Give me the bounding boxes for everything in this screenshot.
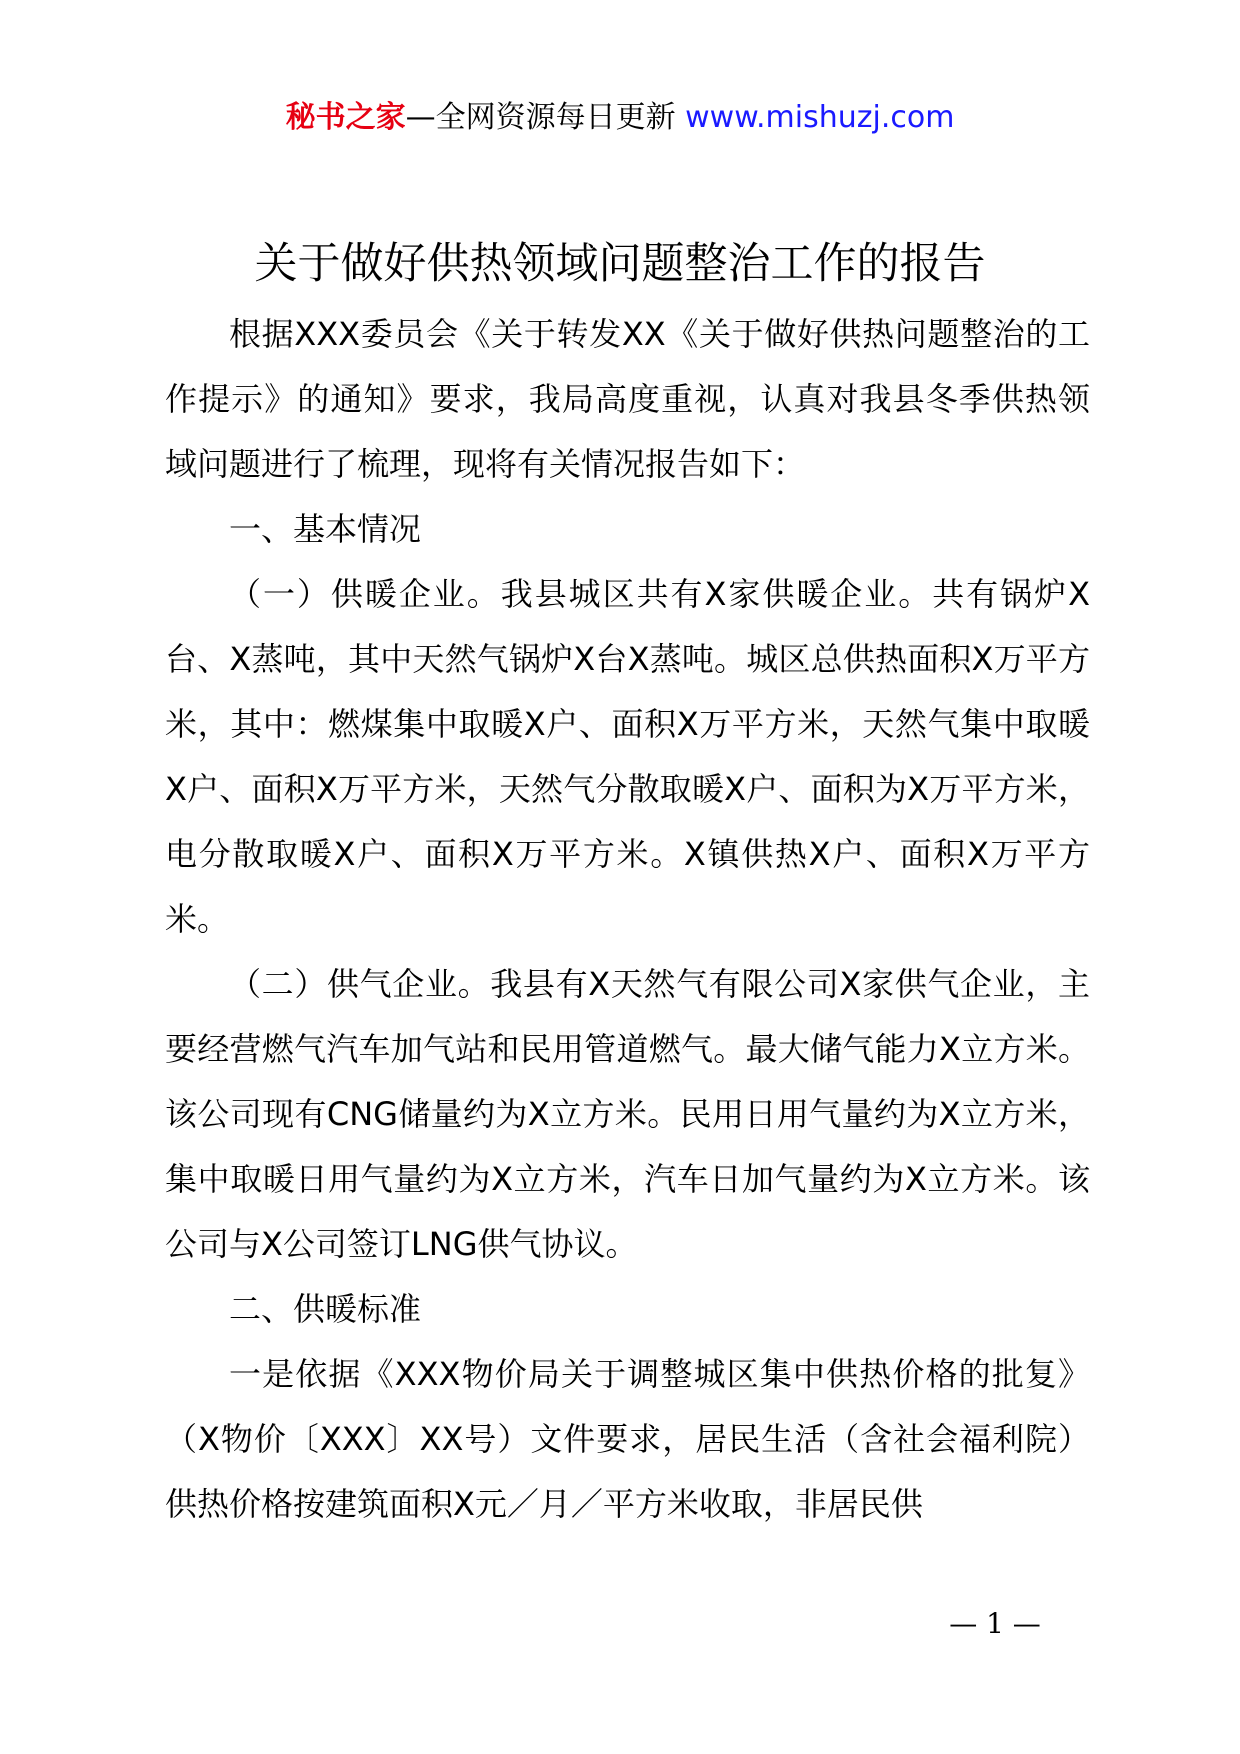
site-banner — [0, 98, 1240, 138]
brand-name: 秘书之家 — [285, 100, 406, 135]
paragraph-heating-enterprises: （一）供暖企业。我县城区共有X家供暖企业。共有锅炉X台、X蒸吨，其中天然气锅炉X台X蒸吨。城区总供热面积X万平方米，其中：燃煤集中取暖X户、面积X万平方米，天然气集中取暖X户、面积X万平方米，天然气分散取暖X户、面积为X万平方米，电分散取暖X户、面积X万平方米。X镇供热X户、面积X万平方米。 — [165, 575, 1090, 938]
section-heading-heating-standard: 二、供暖标准 — [229, 1290, 422, 1328]
section-heading-basic-situation: 一、基本情况 — [229, 510, 422, 548]
paragraph-heating-price: 一是依据《XXX物价局关于调整城区集中供热价格的批复》（X物价〔XXX〕XX号）文件要求，居民生活（含社会福利院）供热价格按建筑面积X元／月／平方米收取，非居民供 — [165, 1355, 1090, 1523]
banner-tagline: —全网资源每日更新 — [405, 100, 686, 135]
document-body — [165, 302, 1090, 1537]
site-url-link[interactable]: www.mishuzj.com — [685, 100, 955, 135]
paragraph-gas-enterprises: （二）供气企业。我县有X天然气有限公司X家供气企业，主要经营燃气汽车加气站和民用管道燃气。最大储气能力X立方米。该公司现有CNG储量约为X立方米。民用日用气量约为X立方米，集中取暖日用气量约为X立方米，汽车日加气量约为X立方米。该公司与X公司签订LNG供气协议。 — [165, 965, 1090, 1263]
intro-paragraph: 根据XXX委员会《关于转发XX《关于做好供热问题整治的工作提示》的通知》要求，我局高度重视，认真对我县冬季供热领域问题进行了梳理，现将有关情况报告如下： — [165, 315, 1090, 483]
document-title: 关于做好供热领域问题整治工作的报告 — [254, 239, 986, 289]
page-number: — 1 — — [949, 1607, 1041, 1640]
